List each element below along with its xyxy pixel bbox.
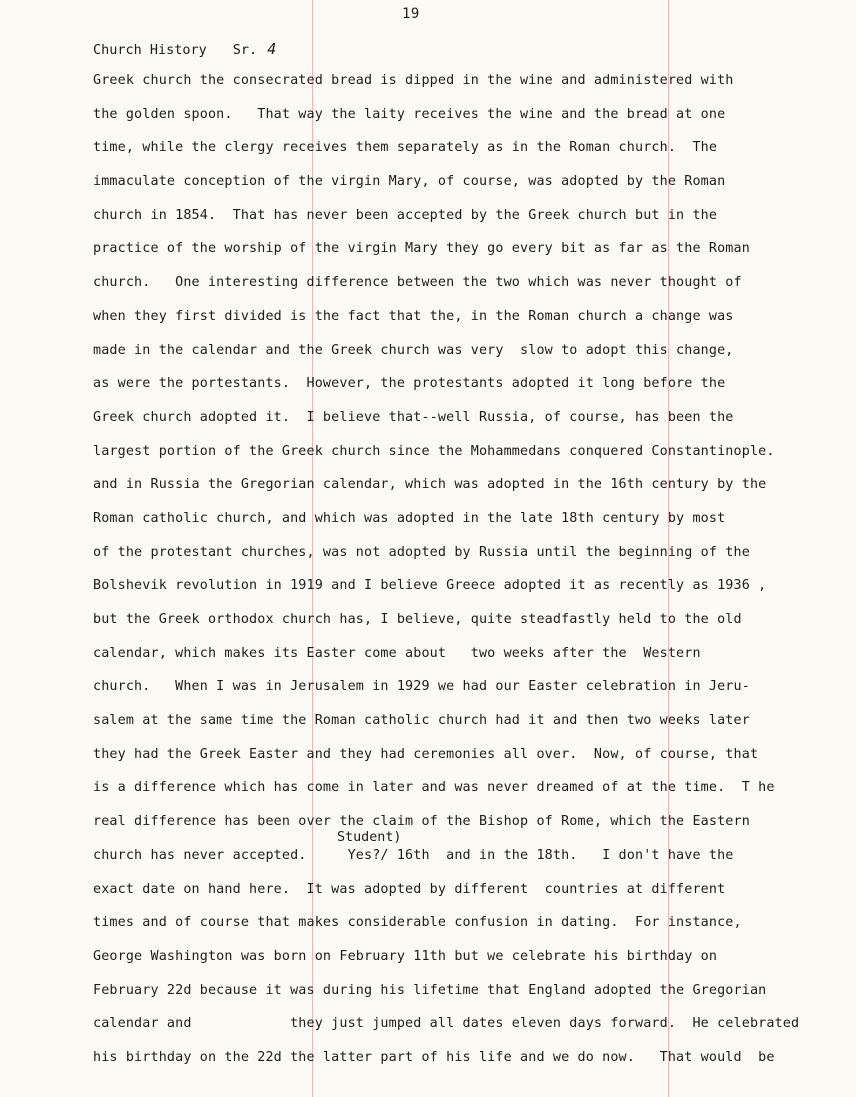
text-line: George Washington was born on February 11th but we celebrate his birthday on: [93, 948, 718, 964]
text-line: immaculate conception of the virgin Mary, of course, was adopted by the Roman: [93, 174, 726, 190]
text-line: and in Russia the Gregorian calendar, which was adopted in the 16th century by the: [93, 477, 767, 493]
student-annotation: Student): [337, 830, 402, 845]
text-line: salem at the same time the Roman catholic church had it and then two weeks later: [93, 713, 750, 729]
page-number: 19: [402, 6, 420, 22]
text-line: Greek church adopted it. I believe that--well Russia, of course, has been the: [93, 409, 734, 425]
text-line: practice of the worship of the virgin Mary they go every bit as far as the Roman: [93, 241, 750, 257]
text-line: largest portion of the Greek church since the Mohammedans conquered Constantinople.: [93, 443, 775, 459]
header-number: 4: [267, 40, 277, 58]
document-header: [93, 40, 276, 58]
text-line: times and of course that makes considerable confusion in dating. For instance,: [93, 915, 742, 931]
text-line: Bolshevik revolution in 1919 and I believe Greece adopted it as recently as 1936 ,: [93, 578, 767, 594]
text-line: real difference has been over the claim of the Bishop of Rome, which the Eastern: [93, 814, 750, 830]
header-section: Sr.: [232, 42, 258, 58]
text-line: Greek church the consecrated bread is dipped in the wine and administered with: [93, 73, 734, 88]
text-line: exact date on hand here. It was adopted by different countries at different: [93, 881, 726, 897]
header-title: Church History: [93, 42, 207, 58]
text-line: time, while the clergy receives them separately as in the Roman church. The: [93, 140, 718, 156]
text-line: they had the Greek Easter and they had ceremonies all over. Now, of course, that: [93, 746, 759, 762]
text-line: church. One interesting difference between the two which was never thought of: [93, 275, 742, 291]
text-line: his birthday on the 22d the latter part of his life and we do now. That would be: [93, 1049, 775, 1065]
text-line: is a difference which has come in later and was never dreamed of at the time. T he: [93, 780, 775, 796]
text-line: the golden spoon. That way the laity receives the wine and the bread at one: [93, 106, 726, 122]
text-line: when they first divided is the fact that the, in the Roman church a change was: [93, 308, 734, 324]
text-line: made in the calendar and the Greek church was very slow to adopt this change,: [93, 342, 734, 358]
transcript-body: [93, 72, 813, 1083]
text-line: but the Greek orthodox church has, I believe, quite steadfastly held to the old: [93, 612, 742, 627]
text-line: church has never accepted. Yes?/ 16th and in the 18th. I don't have the: [93, 847, 734, 863]
text-line: February 22d because it was during his lifetime that England adopted the Gregorian: [93, 982, 767, 998]
text-line: Roman catholic church, and which was adopted in the late 18th century by most: [93, 510, 726, 526]
text-line: church in 1854. That has never been accepted by the Greek church but in the: [93, 207, 718, 223]
text-line: calendar and they just jumped all dates eleven days forward. He celebrated: [93, 1016, 800, 1032]
text-line: calendar, which makes its Easter come about two weeks after the Western: [93, 645, 701, 661]
text-line: as were the portestants. However, the protestants adopted it long before the: [93, 376, 726, 392]
text-line: of the protestant churches, was not adopted by Russia until the beginning of the: [93, 544, 750, 560]
text-line: church. When I was in Jerusalem in 1929 we had our Easter celebration in Jeru-: [93, 679, 750, 695]
